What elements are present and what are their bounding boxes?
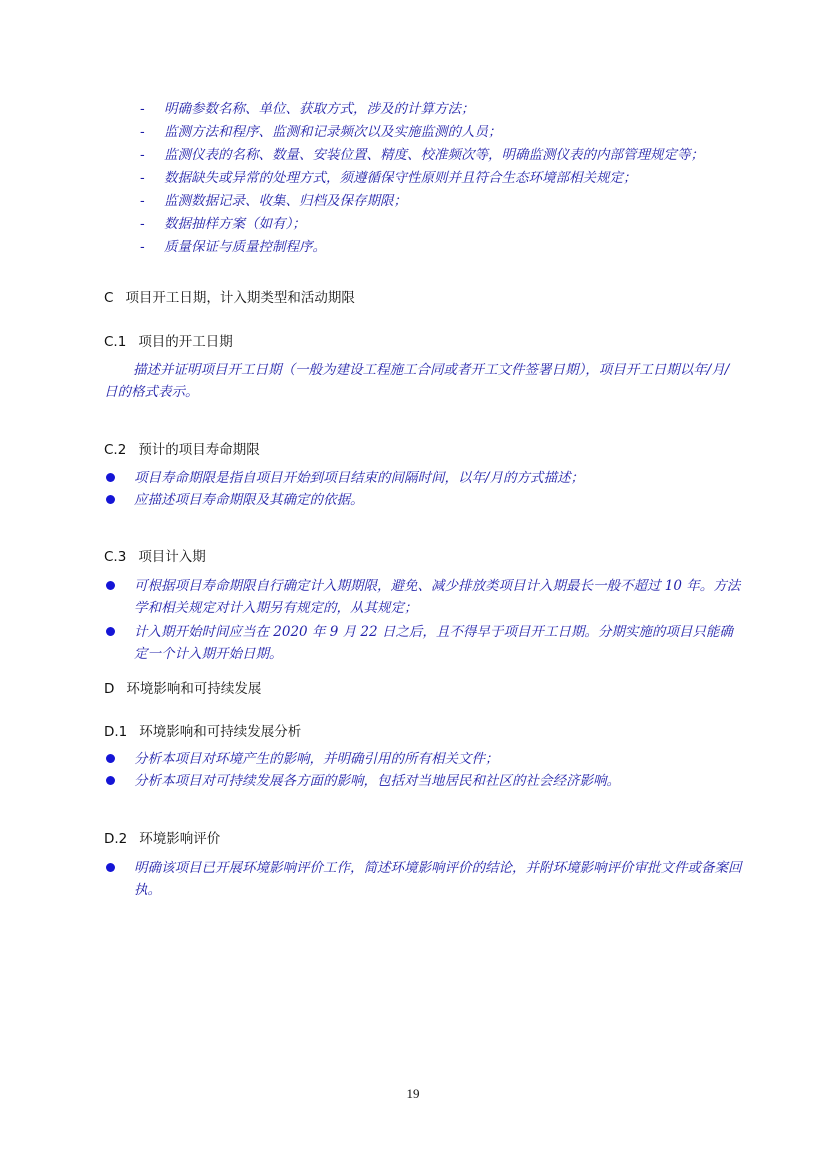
- list-item-text: 数据缺失或异常的处理方式，须遵循保守性原则并且符合生态环境部相关规定；: [164, 170, 637, 186]
- bullet-dot-icon: [106, 776, 115, 785]
- bullet-text: 项目寿命期限是指自项目开始到项目结束的间隔时间，以年/月的方式描述；: [134, 470, 585, 486]
- section-title: 环境影响和可持续发展: [126, 681, 262, 697]
- subsection-title: 环境影响和可持续发展分析: [139, 724, 302, 740]
- bullet-dot-icon: [106, 754, 115, 763]
- list-item: [140, 99, 760, 122]
- bullet-dot-icon: [106, 473, 115, 482]
- bullet-text: 计入期开始时间应当在 2020 年 9 月 22 日之后，且不得早于项目开工日期。分期实施的项目只能确定一个计入期开始日期。: [134, 624, 733, 662]
- subsection-heading-d1: [104, 720, 301, 740]
- list-item-text: 监测数据记录、收集、归档及保存期限；: [164, 193, 407, 209]
- bullet-dot-icon: [106, 495, 115, 504]
- dash-marker: -: [140, 148, 145, 163]
- subsection-title: 预计的项目寿命期限: [138, 442, 260, 458]
- subsection-title: 项目计入期: [138, 549, 206, 565]
- list-item-text: 数据抽样方案（如有）；: [164, 216, 306, 232]
- subsection-heading-c3: [104, 545, 206, 565]
- dash-marker: -: [140, 171, 145, 186]
- section-heading-c: [104, 286, 355, 306]
- bullet-text: 分析本项目对环境产生的影响，并明确引用的所有相关文件；: [134, 751, 499, 767]
- c1-paragraph: 描述并证明项目开工日期（一般为建设工程施工合同或者开工文件签署日期），项目开工日期以年/月/日的格式表示。: [104, 362, 730, 400]
- dash-marker: -: [140, 217, 145, 232]
- subsection-title: 环境影响评价: [139, 831, 221, 847]
- list-item: [140, 145, 760, 168]
- subsection-number: C.1: [104, 334, 127, 350]
- page-number: 19: [406, 1086, 420, 1101]
- dash-marker: -: [140, 125, 145, 140]
- subsection-number: D.2: [104, 831, 128, 847]
- bullet-text: 分析本项目对可持续发展各方面的影响，包括对当地居民和社区的社会经济影响。: [134, 773, 620, 789]
- section-number: D: [104, 681, 115, 697]
- list-item-text: 监测方法和程序、监测和记录频次以及实施监测的人员；: [164, 124, 502, 140]
- bullet-text: 可根据项目寿命期限自行确定计入期期限，避免、减少排放类项目计入期最长一般不超过 10 年。方法学和相关规定对计入期另有规定的，从其规定；: [134, 578, 741, 616]
- bullet-dot-icon: [106, 863, 115, 872]
- bullet-dot-icon: [106, 581, 115, 590]
- bullet-text: 明确该项目已开展环境影响评价工作，简述环境影响评价的结论，并附环境影响评价审批文件或备案回执。: [134, 860, 742, 898]
- subsection-title: 项目的开工日期: [138, 334, 233, 350]
- list-item-text: 质量保证与质量控制程序。: [164, 239, 326, 255]
- bullet-dot-icon: [106, 627, 115, 636]
- subsection-heading-c2: [104, 438, 260, 458]
- list-item: [140, 168, 760, 191]
- list-item: [140, 214, 760, 237]
- dash-marker: -: [140, 240, 145, 255]
- list-item: [140, 191, 760, 214]
- dash-marker: -: [140, 102, 145, 117]
- section-number: C: [104, 290, 114, 306]
- list-item-text: 监测仪表的名称、数量、安装位置、精度、校准频次等，明确监测仪表的内部管理规定等；: [164, 147, 704, 163]
- section-title: 项目开工日期，计入期类型和活动期限: [125, 290, 355, 306]
- subsection-heading-c1: [104, 330, 233, 350]
- section-heading-d: [104, 677, 261, 697]
- subsection-number: D.1: [104, 724, 128, 740]
- subsection-heading-d2: [104, 827, 220, 847]
- subsection-number: C.3: [104, 549, 127, 565]
- list-item-text: 明确参数名称、单位、获取方式，涉及的计算方法；: [164, 101, 475, 117]
- subsection-number: C.2: [104, 442, 127, 458]
- list-item: [140, 237, 760, 260]
- dash-marker: -: [140, 194, 145, 209]
- list-item: [140, 122, 760, 145]
- dash-list: [140, 99, 760, 260]
- bullet-text: 应描述项目寿命期限及其确定的依据。: [134, 492, 364, 508]
